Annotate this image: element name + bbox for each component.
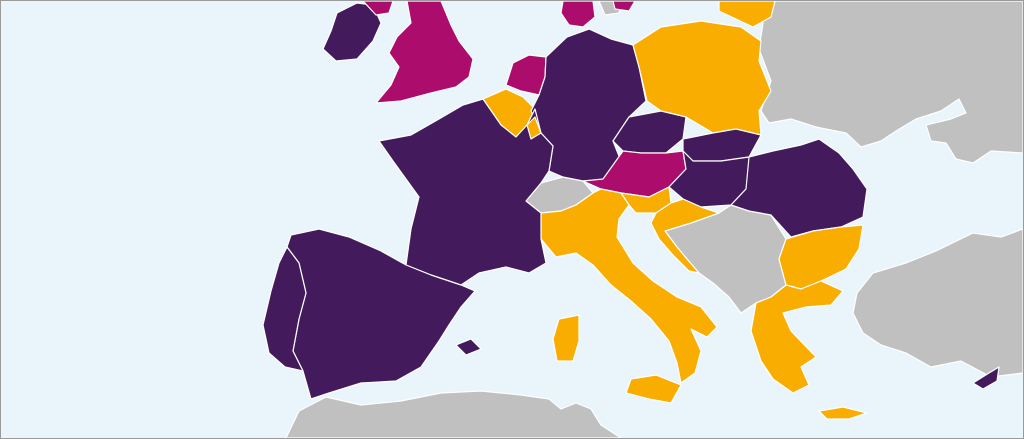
europe-map: [1, 1, 1023, 438]
